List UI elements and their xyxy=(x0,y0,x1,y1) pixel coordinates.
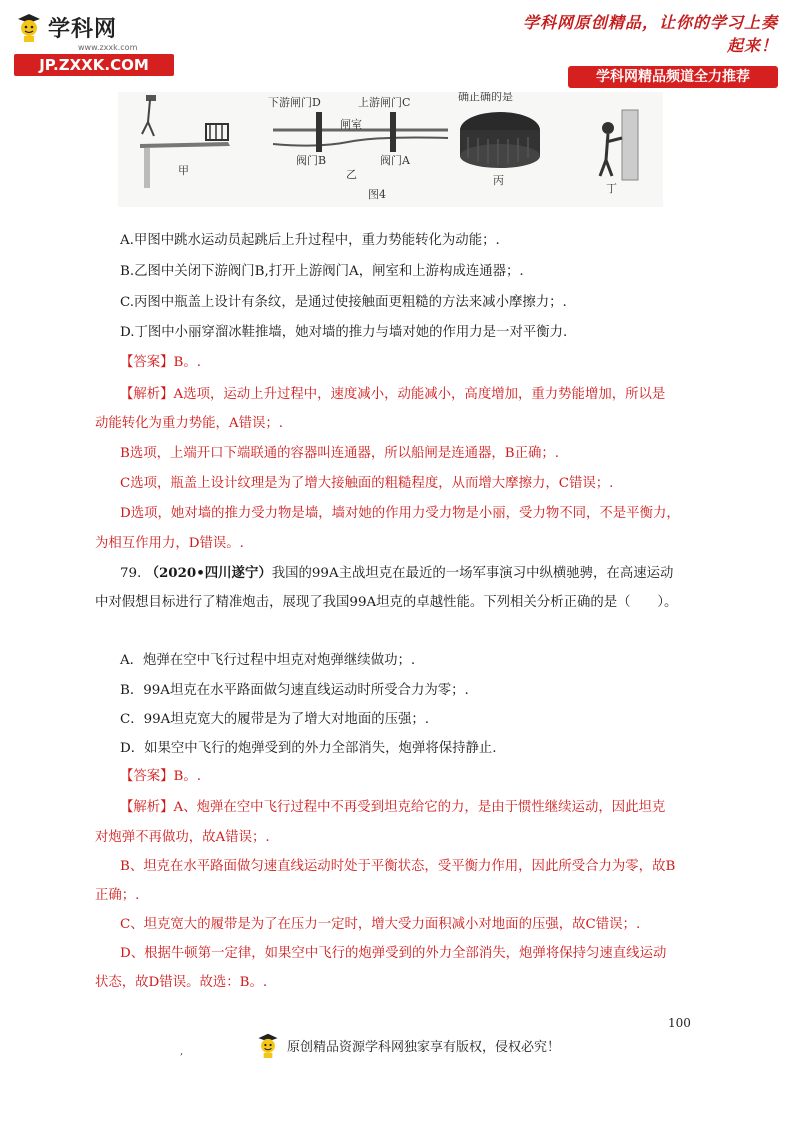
q79-analysis-line: D、根据牛顿第一定律，如果空中飞行的炮弹受到的外力全部消失，炮弹将保持匀速直线运动 xyxy=(120,946,667,961)
site-url-badge[interactable]: JP.ZXXK.COM xyxy=(14,54,174,76)
bottle-cap-illustration xyxy=(458,92,540,187)
q78-analysis-line: 【解析】A选项，运动上升过程中，速度减小，动能减小，高度增加，重力势能增加，所以是 xyxy=(120,387,666,402)
label-yi: 乙 xyxy=(346,168,357,181)
channel-badge: 学科网精品频道全力推荐 xyxy=(568,66,778,88)
label-ding: 丁 xyxy=(606,182,617,195)
header-slogan-area xyxy=(508,10,778,88)
q79-number: 79. xyxy=(120,566,142,581)
logo-text: 学科网 xyxy=(48,16,118,42)
figure-caption: 图4 xyxy=(368,188,386,201)
copyright-notice: 原创精品资源学科网独家享有版权，侵权必究！ xyxy=(287,1039,561,1055)
q79-option-d: D．如果空中飞行的炮弹受到的外力全部消失，炮弹将保持静止. xyxy=(120,741,497,756)
label-bing: 丙 xyxy=(493,174,504,187)
q79-option-c: C．99A坦克宽大的履带是为了增大对地面的压强；. xyxy=(120,712,430,727)
q79-stem-line-2: 中对假想目标进行了精准炮击，展现了我国99A坦克的卓越性能。下列相关分析正确的是（ ）。 xyxy=(95,595,678,610)
q79-stem-line-1 xyxy=(120,563,673,584)
q79-analysis-line: 对炮弹不再做功，故A错误；. xyxy=(95,830,270,845)
footer xyxy=(255,1030,560,1060)
q78-analysis-line: 为相互作用力，D错误。. xyxy=(95,536,244,551)
label-valve-a: 阀门A xyxy=(380,154,410,167)
q79-option-b: B．99A坦克在水平路面做匀速直线运动时所受合力为零；. xyxy=(120,683,469,698)
q78-analysis-line: C选项，瓶盖上设计纹理是为了增大接触面的粗糙程度，从而增大摩擦力，C错误；. xyxy=(120,476,614,491)
mascot-icon xyxy=(14,11,44,43)
page-number: 100 xyxy=(668,1016,691,1030)
q79-source: （2020•四川遂宁） xyxy=(145,565,272,581)
label-valve-b: 阀门B xyxy=(296,154,327,167)
site-logo[interactable] xyxy=(14,10,174,72)
girl-pushing-wall-illustration xyxy=(600,110,638,195)
q79-stem-text: 我国的99A主战坦克在最近的一场军事演习中纵横驰骋，在高速运动 xyxy=(271,566,674,581)
figure-4 xyxy=(118,92,663,207)
q79-analysis-line: 正确；. xyxy=(95,888,140,903)
diver-illustration xyxy=(140,95,230,188)
q79-analysis-line: C、坦克宽大的履带是为了在压力一定时，增大受力面积减小对地面的压强，故C错误；. xyxy=(120,917,641,932)
label-downstream-gate: 下游闸门D xyxy=(268,96,321,109)
q78-answer: 【答案】B。. xyxy=(120,355,202,370)
q79-answer: 【答案】B。. xyxy=(120,769,202,784)
q78-option-c: C.丙图中瓶盖上设计有条纹，是通过使接触面更粗糙的方法来减小摩擦力；. xyxy=(120,295,567,310)
label-top-partial: 确正确的是 xyxy=(458,92,513,103)
q78-analysis-line: B选项，上端开口下端联通的容器叫连通器，所以船闸是连通器，B正确；. xyxy=(120,446,560,461)
q79-analysis-line: B、坦克在水平路面做匀速直线运动时处于平衡状态，受平衡力作用，因此所受合力为零，故B xyxy=(120,859,676,874)
q78-analysis-line: 动能转化为重力势能，A错误；. xyxy=(95,416,284,431)
slogan: 学科网原创精品，让你的学习上奏起来！ xyxy=(522,13,778,55)
label-jia: 甲 xyxy=(178,164,189,177)
label-upstream-gate: 上游闸门C xyxy=(358,96,411,109)
q79-analysis-line: 【解析】A、炮弹在空中飞行过程中不再受到坦克给它的力，是由于惯性继续运动，因此坦克 xyxy=(120,800,666,815)
label-chamber: 闸室 xyxy=(340,118,362,131)
figure-4-illustration xyxy=(118,92,663,207)
q78-option-a: A.甲图中跳水运动员起跳后上升过程中，重力势能转化为动能；. xyxy=(120,233,500,248)
logo-subtext: www.zxxk.com xyxy=(78,43,138,52)
footer-mark: , xyxy=(180,1046,184,1057)
q78-analysis-line: D选项，她对墙的推力受力物是墙，墙对她的作用力受力物是小丽，受力物不同，不是平衡力， xyxy=(120,506,680,521)
q78-option-d: D.丁图中小丽穿溜冰鞋推墙，她对墙的推力与墙对她的作用力是一对平衡力. xyxy=(120,325,568,340)
mascot-icon xyxy=(255,1030,281,1060)
ship-lock-illustration xyxy=(268,95,448,201)
q79-analysis-line: 状态，故D错误。故选：B。. xyxy=(95,975,268,990)
q79-option-a: A．炮弹在空中飞行过程中坦克对炮弹继续做功；. xyxy=(120,653,416,668)
q78-option-b: B.乙图中关闭下游阀门B,打开上游阀门A，闸室和上游构成连通器；. xyxy=(120,264,524,279)
